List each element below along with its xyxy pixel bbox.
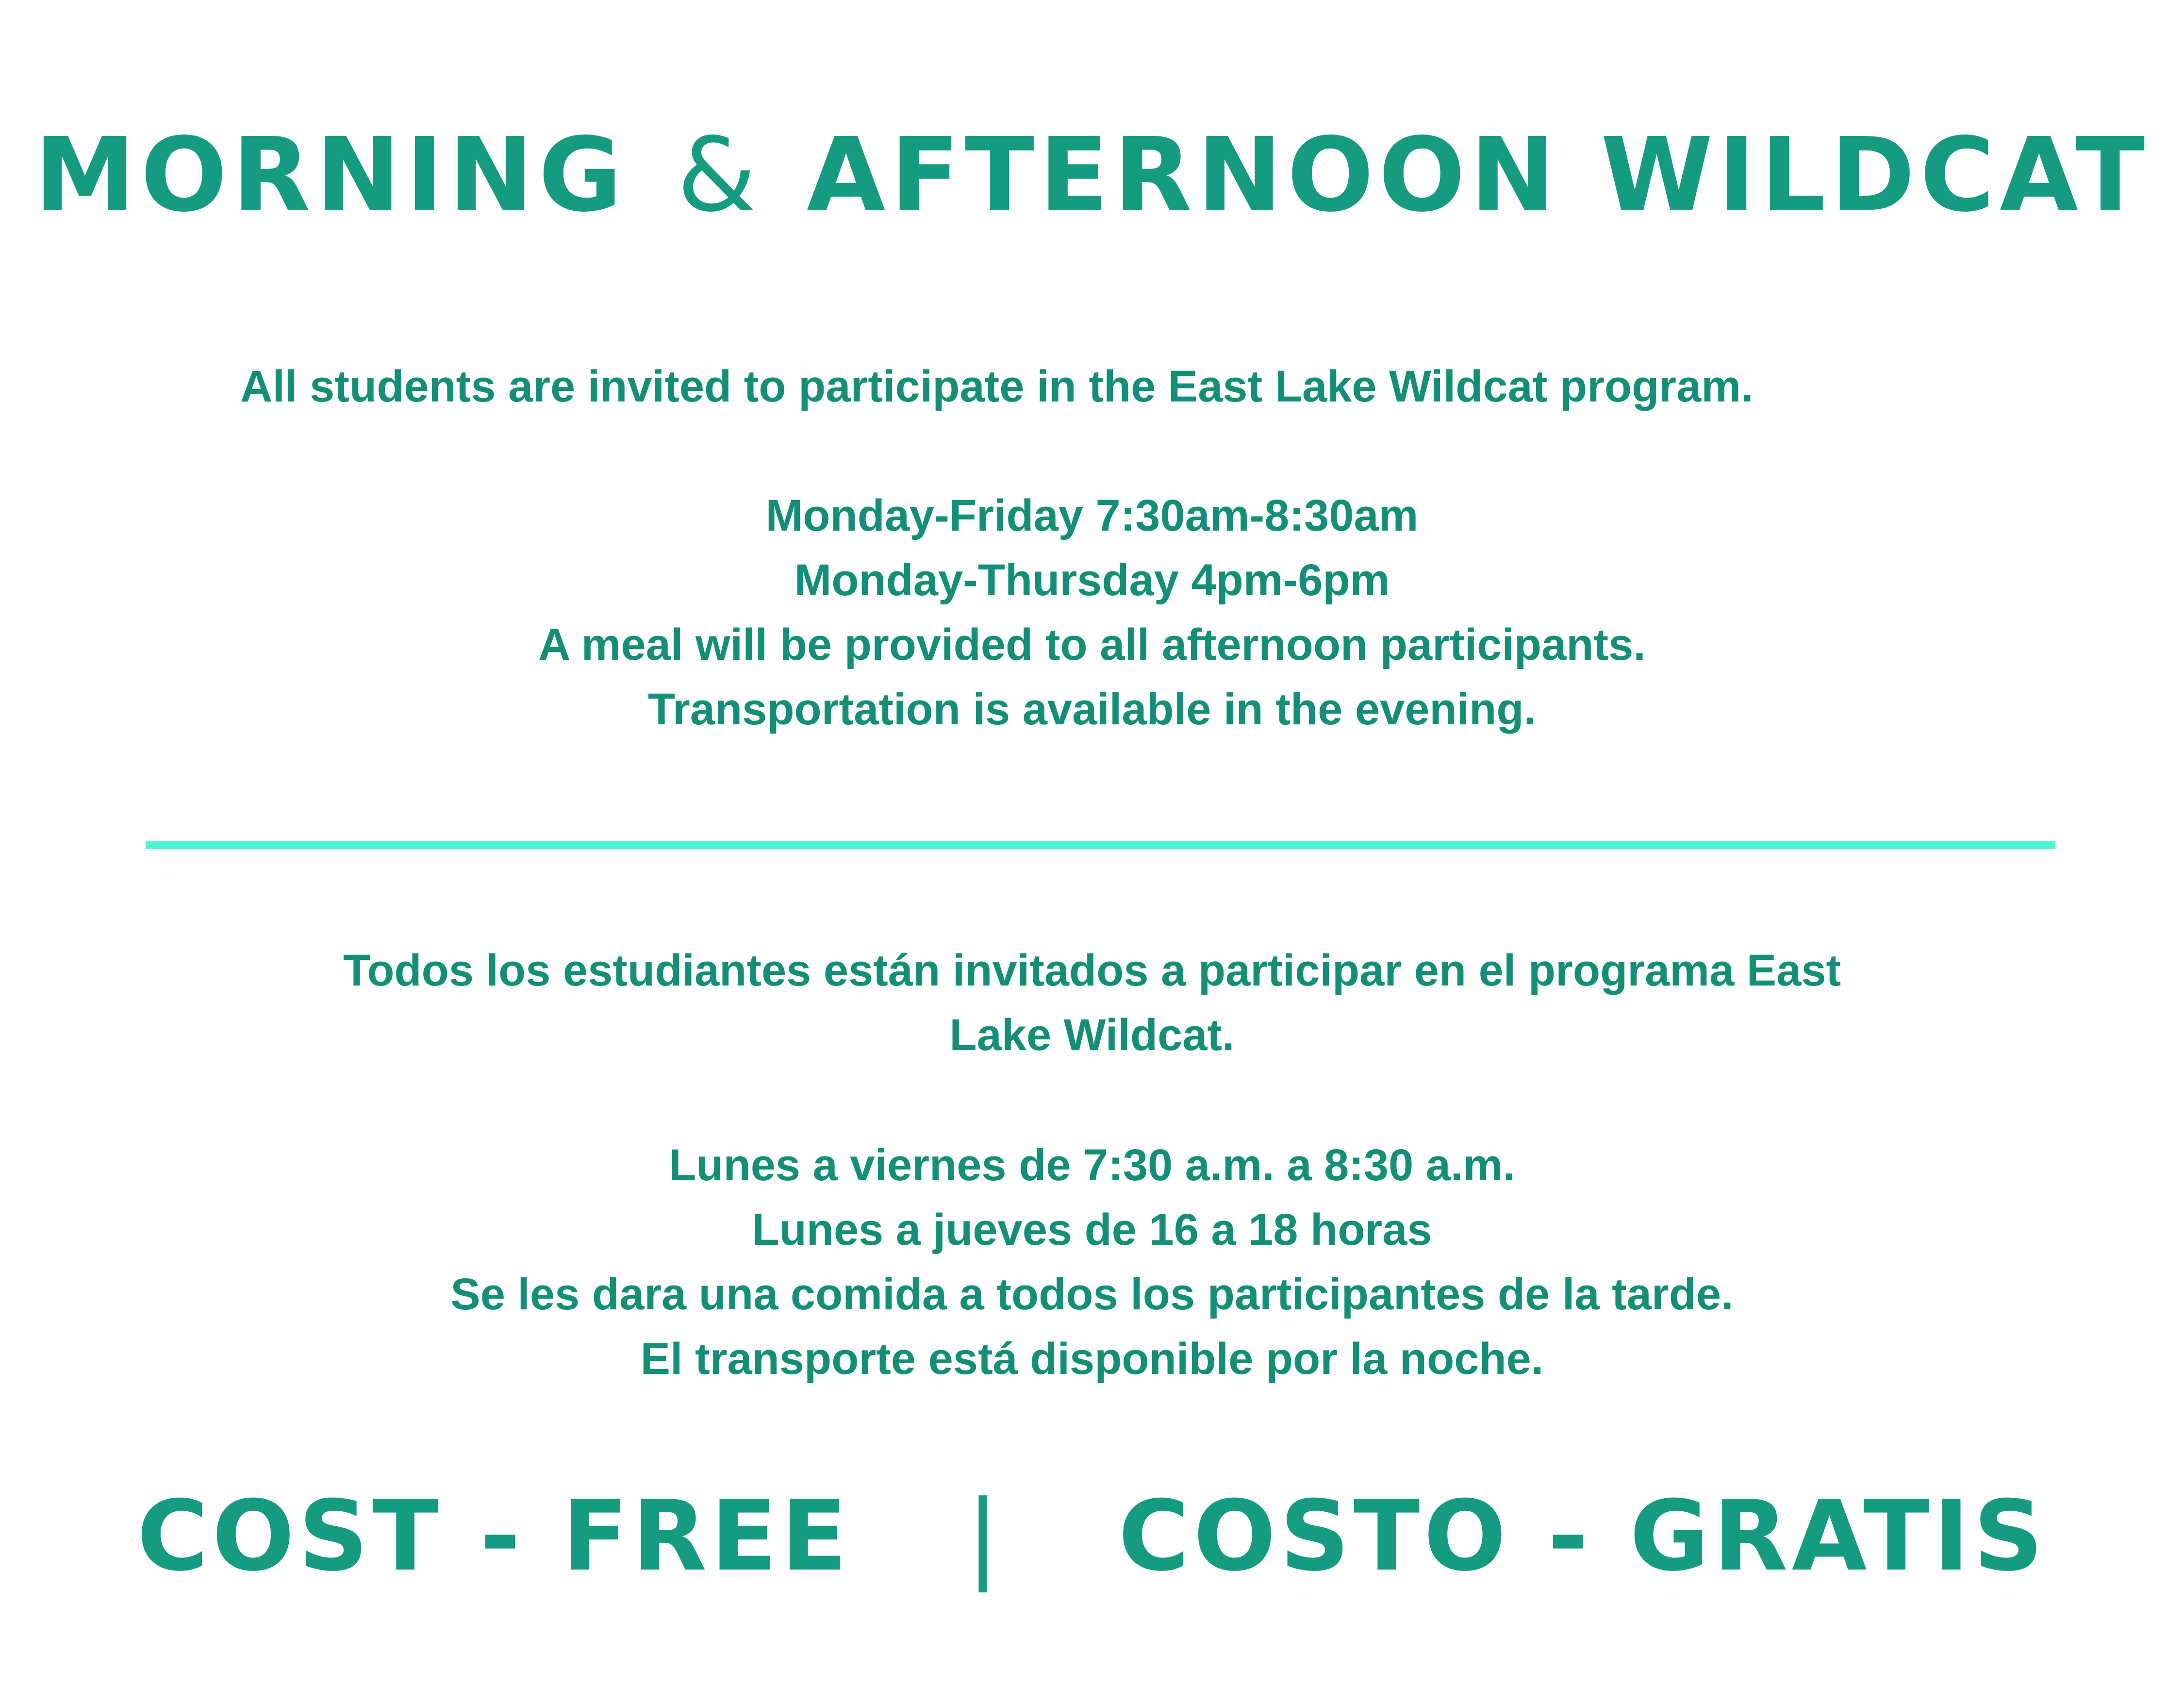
page-title [0,116,2184,234]
cost-separator: | [966,1480,1003,1593]
english-schedule [0,484,2184,742]
english-line-transportation: Transportation is available in the evening. [647,685,1537,734]
cost-english: COST - FREE [137,1480,851,1593]
cost-spanish: COSTO - GRATIS [1118,1480,2047,1593]
english-line-meal: A meal will be provided to all afternoon participants. [538,620,1646,669]
spanish-schedule [0,1133,2184,1391]
english-line-weekday-afternoon: Monday-Thursday 4pm-6pm [794,555,1390,605]
title-morning: MORNING [34,116,627,234]
spanish-line-weekday-morning: Lunes a viernes de 7:30 a.m. a 8:30 a.m. [669,1140,1515,1190]
title-ampersand: & [677,116,757,234]
cost-banner [0,1480,2184,1593]
spanish-intro [0,938,2184,1068]
spanish-line-transportation: El transporte está disponible por la noche. [640,1334,1544,1384]
spanish-line-meal: Se les dara una comida a todos los participantes de la tarde. [450,1270,1734,1319]
english-intro: All students are invited to participate in the East Lake Wildcat program. [240,362,1754,411]
spanish-intro-line-2: Lake Wildcat. [949,1010,1235,1060]
english-line-weekday-morning: Monday-Friday 7:30am-8:30am [765,491,1419,540]
title-afternoon-wildcat: AFTERNOON WILDCAT [806,116,2150,234]
spanish-line-weekday-afternoon: Lunes a jueves de 16 a 18 horas [752,1205,1432,1254]
section-divider [146,841,2055,849]
spanish-intro-line-1: Todos los estudiantes están invitados a participar en el programa East [343,946,1841,995]
